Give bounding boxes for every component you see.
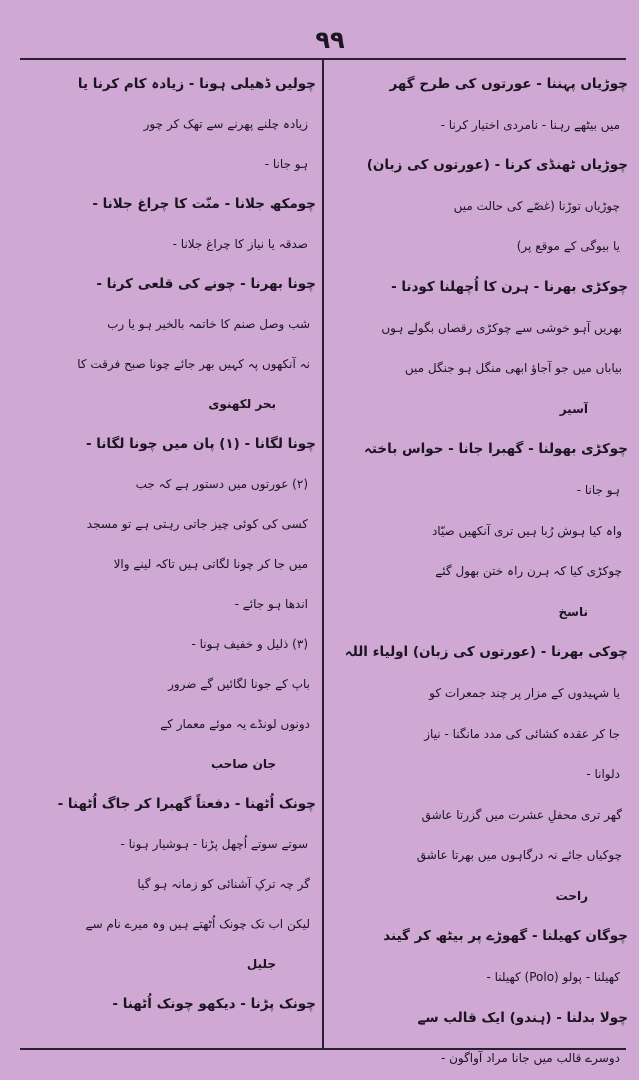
entry-headword-line: چوڑیاں ٹھنڈی کرنا - (عورتوں کی زبان) <box>366 157 628 174</box>
verse-line: دونوں لونڈے یہ موئے معمار کے <box>160 717 310 731</box>
entry-headword-line: چونک اُٹھنا - دفعتاً گھبرا کر جاگ اُٹھنا - <box>57 796 316 812</box>
definition-line: دوسرے قالب میں جانا مراد آواگون - <box>440 1051 620 1066</box>
definition-line: سوتے سوتے اُچھل پڑنا - ہوشیار ہونا - <box>120 837 308 851</box>
page-number: ۹۹ <box>315 26 345 54</box>
definition-line: ہو جانا - <box>576 482 620 497</box>
entry-headword-line: چونک پڑنا - دیکھو چونک اُٹھنا - <box>112 996 316 1012</box>
entry-headword-line: چوکڑی بھولنا - گھبرا جانا - حواس باختہ <box>364 441 628 458</box>
poet-name: آسیر <box>559 401 588 416</box>
definition-line: جا کر عقدہ کشائی کی مدد مانگنا - نیاز <box>424 726 620 741</box>
left-column <box>24 64 316 1044</box>
entry-headword-line: چوکی بھرنا - (عورتوں کی زبان) اولیاء اللہ <box>344 644 628 661</box>
poet-name: جان صاحب <box>210 757 276 771</box>
definition-line: ہو جانا - <box>264 157 308 171</box>
definition-line: دلوانا - <box>586 767 620 782</box>
column-divider <box>322 58 324 1050</box>
verse-line: نہ آنکھوں پہ کہیں بھر جائے چونا صبح فرقت کا <box>77 357 310 371</box>
entry-headword-line: چوگان کھیلنا - گھوڑے پر بیٹھ کر گیند <box>383 928 628 945</box>
poet-name: ناسخ <box>558 604 588 619</box>
right-column <box>330 64 628 1066</box>
verse-line: شب وصل صنم کا خاتمہ بالخیر ہو یا رب <box>107 317 310 331</box>
definition-line: زیادہ چلنے پھرنے سے تھک کر چور <box>143 117 308 131</box>
entry-headword-line: چونا بھرنا - چونے کی قلعی کرنا - <box>96 276 316 292</box>
definition-line: (۲) عورتوں میں دستور ہے کہ جب <box>135 477 308 491</box>
verse-line: چوکیاں جائے نہ درگاہوں میں بھرتا عاشق <box>416 848 622 863</box>
verse-line: باپ کے جونا لگائیں گے ضرور <box>168 677 310 691</box>
definition-line: صدقہ یا نیاز کا چراغ جلانا - <box>172 237 308 251</box>
definition-line: کسی کی کوئی چیز جاتی رہتی ہے تو مسجد <box>86 517 308 531</box>
poet-name: بحر لکھنوی <box>208 397 276 411</box>
entry-headword-line: چولیں ڈھیلی ہونا - زیادہ کام کرنا یا <box>77 76 316 92</box>
verse-line: گھر تری محفلِ عشرت میں گزرتا عاشق <box>421 807 622 822</box>
definition-line: یا شہیدوں کے مزار پر چند جمعرات کو <box>429 685 620 700</box>
poet-name: جلیل <box>246 957 276 971</box>
verse-line: بیاباں میں جو آجاؤ ابھی منگل ہو جنگل میں <box>404 361 622 376</box>
definition-line: اندھا ہو جائے - <box>234 597 308 611</box>
entry-headword-line: چوکڑی بھرنا - ہرن کا اُچھلنا کودنا - <box>391 278 628 295</box>
definition-line: کھیلنا - پولو (Polo) کھیلنا - <box>486 970 620 985</box>
definition-line: چوڑیاں توڑنا (غصّے کی حالت میں <box>453 198 620 213</box>
poet-name: راحت <box>555 888 588 903</box>
verse-line: بھریں آہو خوشی سے چوکڑی رقصاں بگولے ہوں <box>381 320 622 335</box>
entry-headword-line: چونا لگانا - (۱) پان میں چونا لگانا - <box>85 436 316 452</box>
verse-line: واہ کیا ہوش رُبا ہیں تری آنکھیں صیّاد <box>431 523 622 538</box>
definition-line: میں جا کر چونا لگاتی ہیں تاکہ لینے والا <box>113 557 308 571</box>
verse-line: گر چہ ترکِ آشنائی کو زمانہ ہو گیا <box>137 877 310 891</box>
entry-headword-line: چومکھ جلانا - منّت کا چراغ جلانا - <box>92 196 316 212</box>
definition-line: (۳) ذلیل و خفیف ہونا - <box>191 637 308 651</box>
definition-line: یا بیوگی کے موقع پر) <box>516 239 620 254</box>
verse-line: لیکن اب تک چونک اُٹھتے ہیں وہ میرے نام سے <box>85 917 310 931</box>
entry-headword-line: چوڑیاں پہننا - عورتوں کی طرح گھر <box>389 76 628 92</box>
entry-headword-line: چولا بدلنا - (ہندو) ایک قالب سے <box>417 1009 628 1026</box>
verse-line: چوکڑی کیا کہ ہرن راہ ختن بھول گئے <box>435 564 622 579</box>
definition-line: میں بیٹھے رہنا - نامردی اختیار کرنا - <box>440 117 620 132</box>
